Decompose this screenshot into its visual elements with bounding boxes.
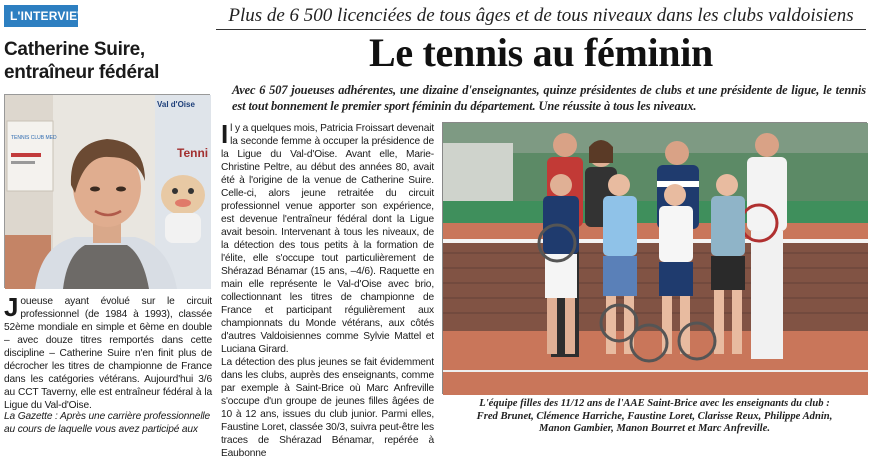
section-badge: L'INTERVIEW (4, 5, 78, 27)
photo-caption (442, 398, 867, 436)
article-headline: Le tennis au féminin (368, 30, 714, 75)
article-body (221, 119, 434, 459)
body-dropcap: I (221, 119, 229, 149)
portrait-photo (4, 94, 210, 288)
body-paragraph-1 (221, 119, 434, 356)
team-photo (442, 122, 867, 394)
body-paragraph-1-text: l y a quelques mois, Patricia Froissart devenait la seconde femme à occuper la présidence de la Ligue du Val-d'Oise. Avant elle, Marie-Christine Peltre, au début des années 80, avait été à l'origine de la venue de Catherine Suire. Celle-ci, alors jeune retraitée du circuit professionnel venue apporter son expérience, est devenue l'entraîneur fédéral dont la Ligue avait besoin. Intervenant à tous les niveaux, de la détection des tous petits à la formation de l'élite, elle s'occupe tout particulièrement de Shérazad Bénamar (15 ans, –4/6). Raquette en main elle représente le Val-d'Oise avec brio, collectionnant les titres de championne de France et participant régulièrement aux championnats du Monde vétérans, aux côtés d'autres Valdoisiennes comme Sylvie Mattel et Luciana Girard. (221, 123, 434, 355)
interview-question: La Gazette : Après une carrière professionnelle au cours de laquelle vous avez participé aux (4, 411, 211, 435)
caption-line-3: Manon Gambier, Manon Bourret et Marc Anfreville. (539, 423, 770, 434)
portrait-sign-extra: Tenni (177, 146, 209, 160)
intro-paragraph (4, 292, 212, 412)
article-kicker: Plus de 6 500 licenciées de tous âges et de tous niveaux dans les clubs valdoisiens (216, 4, 866, 30)
portrait-sign-text: Val d'Oise (157, 100, 195, 109)
interview-column (0, 0, 214, 440)
interview-title (4, 38, 212, 84)
portrait-sign-logo: TENNIS CLUB MED (11, 135, 57, 141)
interview-name-line2: entraîneur fédéral (4, 62, 160, 83)
caption-line-1: L'équipe filles des 11/12 ans de l'AAE Saint-Brice avec les enseignants du club : (479, 398, 830, 409)
intro-dropcap: J (4, 292, 19, 322)
intro-text: oueuse ayant évolué sur le circuit professionnel (de 1984 à 1993), classée 52ème mondiale en simple et 6ème en double – avec douze titres remportés dans cette discipline – Catherine Suire n'en finit plus de décrocher les titres de championne de France dans les catégories vétérans. Aujourd'hui 3/6 au CCT Taverny, elle est entraîneur fédéral à la Ligue du Val-d'Oise. (4, 296, 212, 411)
caption-line-2: Fred Brunet, Clémence Harriche, Faustine Loret, Clarisse Reux, Philippe Adnin, (476, 410, 833, 422)
article-standfirst: Avec 6 507 joueuses adhérentes, une dizaine d'enseignantes, quinze présidentes de clubs et une présidente de ligue, le tennis est tout bonnement le premier sport féminin du département. Une réussite à tous les niveaux. (232, 83, 866, 113)
body-paragraph-2: La détection des plus jeunes se fait évidemment dans les clubs, auprès des enseignants, comme par exemple à Saint-Brice où Marc Anfreville s'occupe d'un groupe de jeunes filles âgées de 10 à 12 ans, issues du club junior. Parmi elles, Faustine Loret, classée 30/3, suivra peut-être les traces de Shérazad Bénamar, repérée à Eaubonne (221, 357, 434, 459)
interview-name-line1: Catherine Suire, (4, 39, 145, 60)
